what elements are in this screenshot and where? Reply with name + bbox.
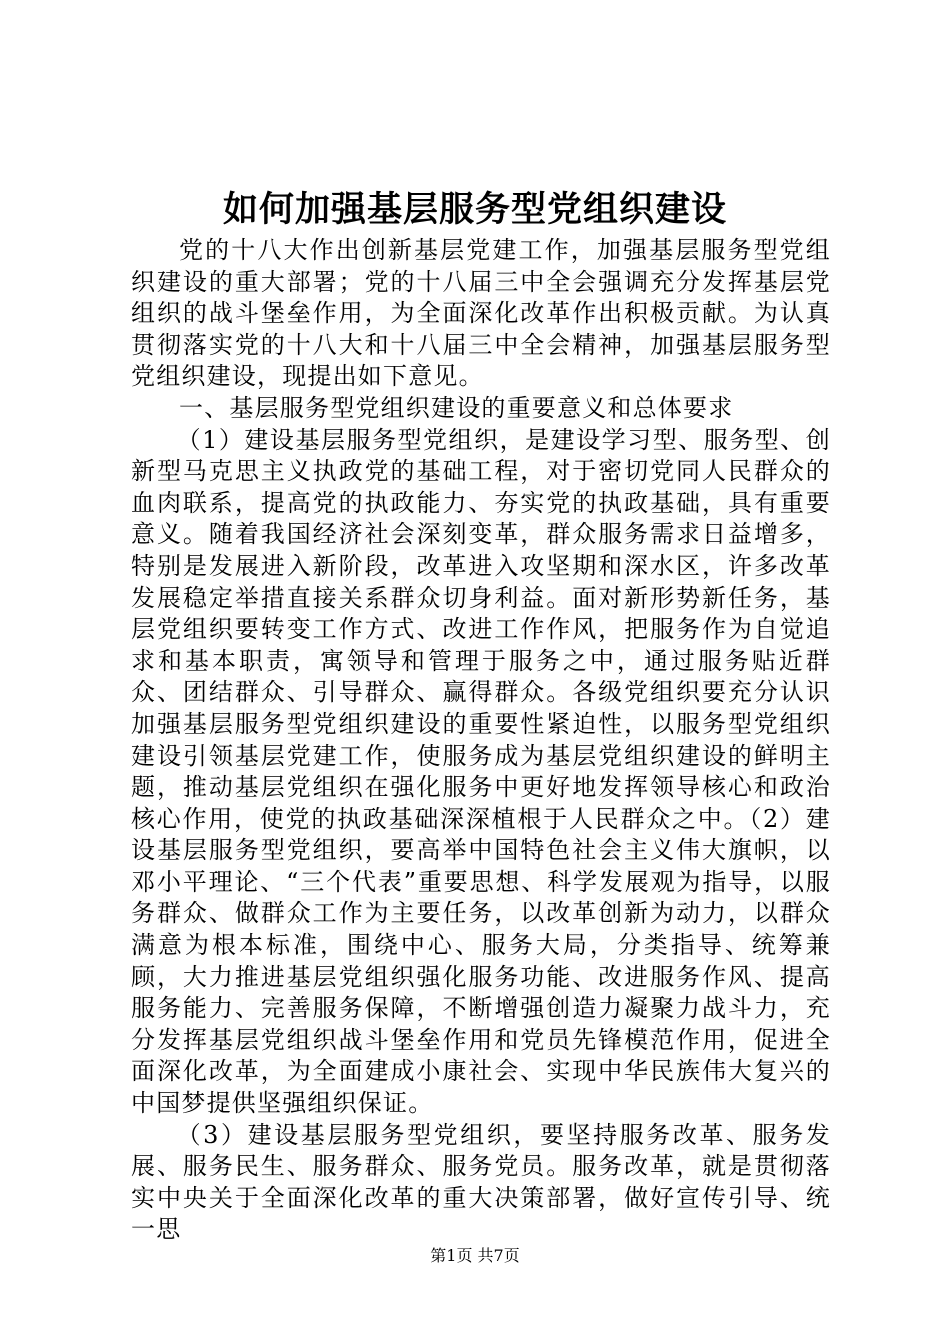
intro-paragraph: 党的十八大作出创新基层党建工作，加强基层服务型党组织建设的重大部署；党的十八届三中全会强调充分发挥基层党组织的战斗堡垒作用，为全面深化改革作出积极贡献。为认真贯彻落实党的十八大和十八届三中全会精神，加强基层服务型党组织建设，现提出如下意见。 — [131, 236, 831, 391]
page-footer: 第1页 共7页 — [430, 1246, 520, 1265]
document-title: 如何加强基层服务型党组织建设 — [222, 189, 727, 230]
section-heading: 一、基层服务型党组织建设的重要意义和总体要求 — [179, 393, 734, 422]
document-body — [131, 235, 831, 1246]
body-paragraph-3: （3）建设基层服务型党组织，要坚持服务改革、服务发展、服务民生、服务群众、服务党员。服务改革，就是贯彻落实中央关于全面深化改革的重大决策部署，做好宣传引导、统一思 — [131, 1120, 831, 1244]
body-paragraph-1-2: （1）建设基层服务型党组织，是建设学习型、服务型、创新型马克思主义执政党的基础工程，对于密切党同人民群众的血肉联系，提高党的执政能力、夯实党的执政基础，具有重要意义。随着我国经济社会深刻变革，群众服务需求日益增多，特别是发展进入新阶段，改革进入攻坚期和深水区，许多改革发展稳定举措直接关系群众切身利益。面对新形势新任务，基层党组织要转变工作方式、改进工作作风，把服务作为自觉追求和基本职责，寓领导和管理于服务之中，通过服务贴近群众、团结群众、引导群众、赢得群众。各级党组织要充分认识加强基层服务型党组织建设的重要性紧迫性，以服务型党组织建设引领基层党建工作，使服务成为基层党组织建设的鲜明主题，推动基层党组织在强化服务中更好地发挥领导核心和政治核心作用，使党的执政基础深深植根于人民群众之中。（2）建设基层服务型党组织，要高举中国特色社会主义伟大旗帜，以邓小平理论、“三个代表”重要思想、科学发展观为指导，以服务群众、做群众工作为主要任务，以改革创新为动力，以群众满意为根本标准，围绕中心、服务大局，分类指导、统筹兼顾，大力推进基层党组织强化服务功能、改进服务作风、提高服务能力、完善服务保障，不断增强创造力凝聚力战斗力，充分发挥基层党组织战斗堡垒作用和党员先锋模范作用，促进全面深化改革，为全面建成小康社会、实现中华民族伟大复兴的中国梦提供坚强组织保证。 — [131, 425, 831, 1118]
